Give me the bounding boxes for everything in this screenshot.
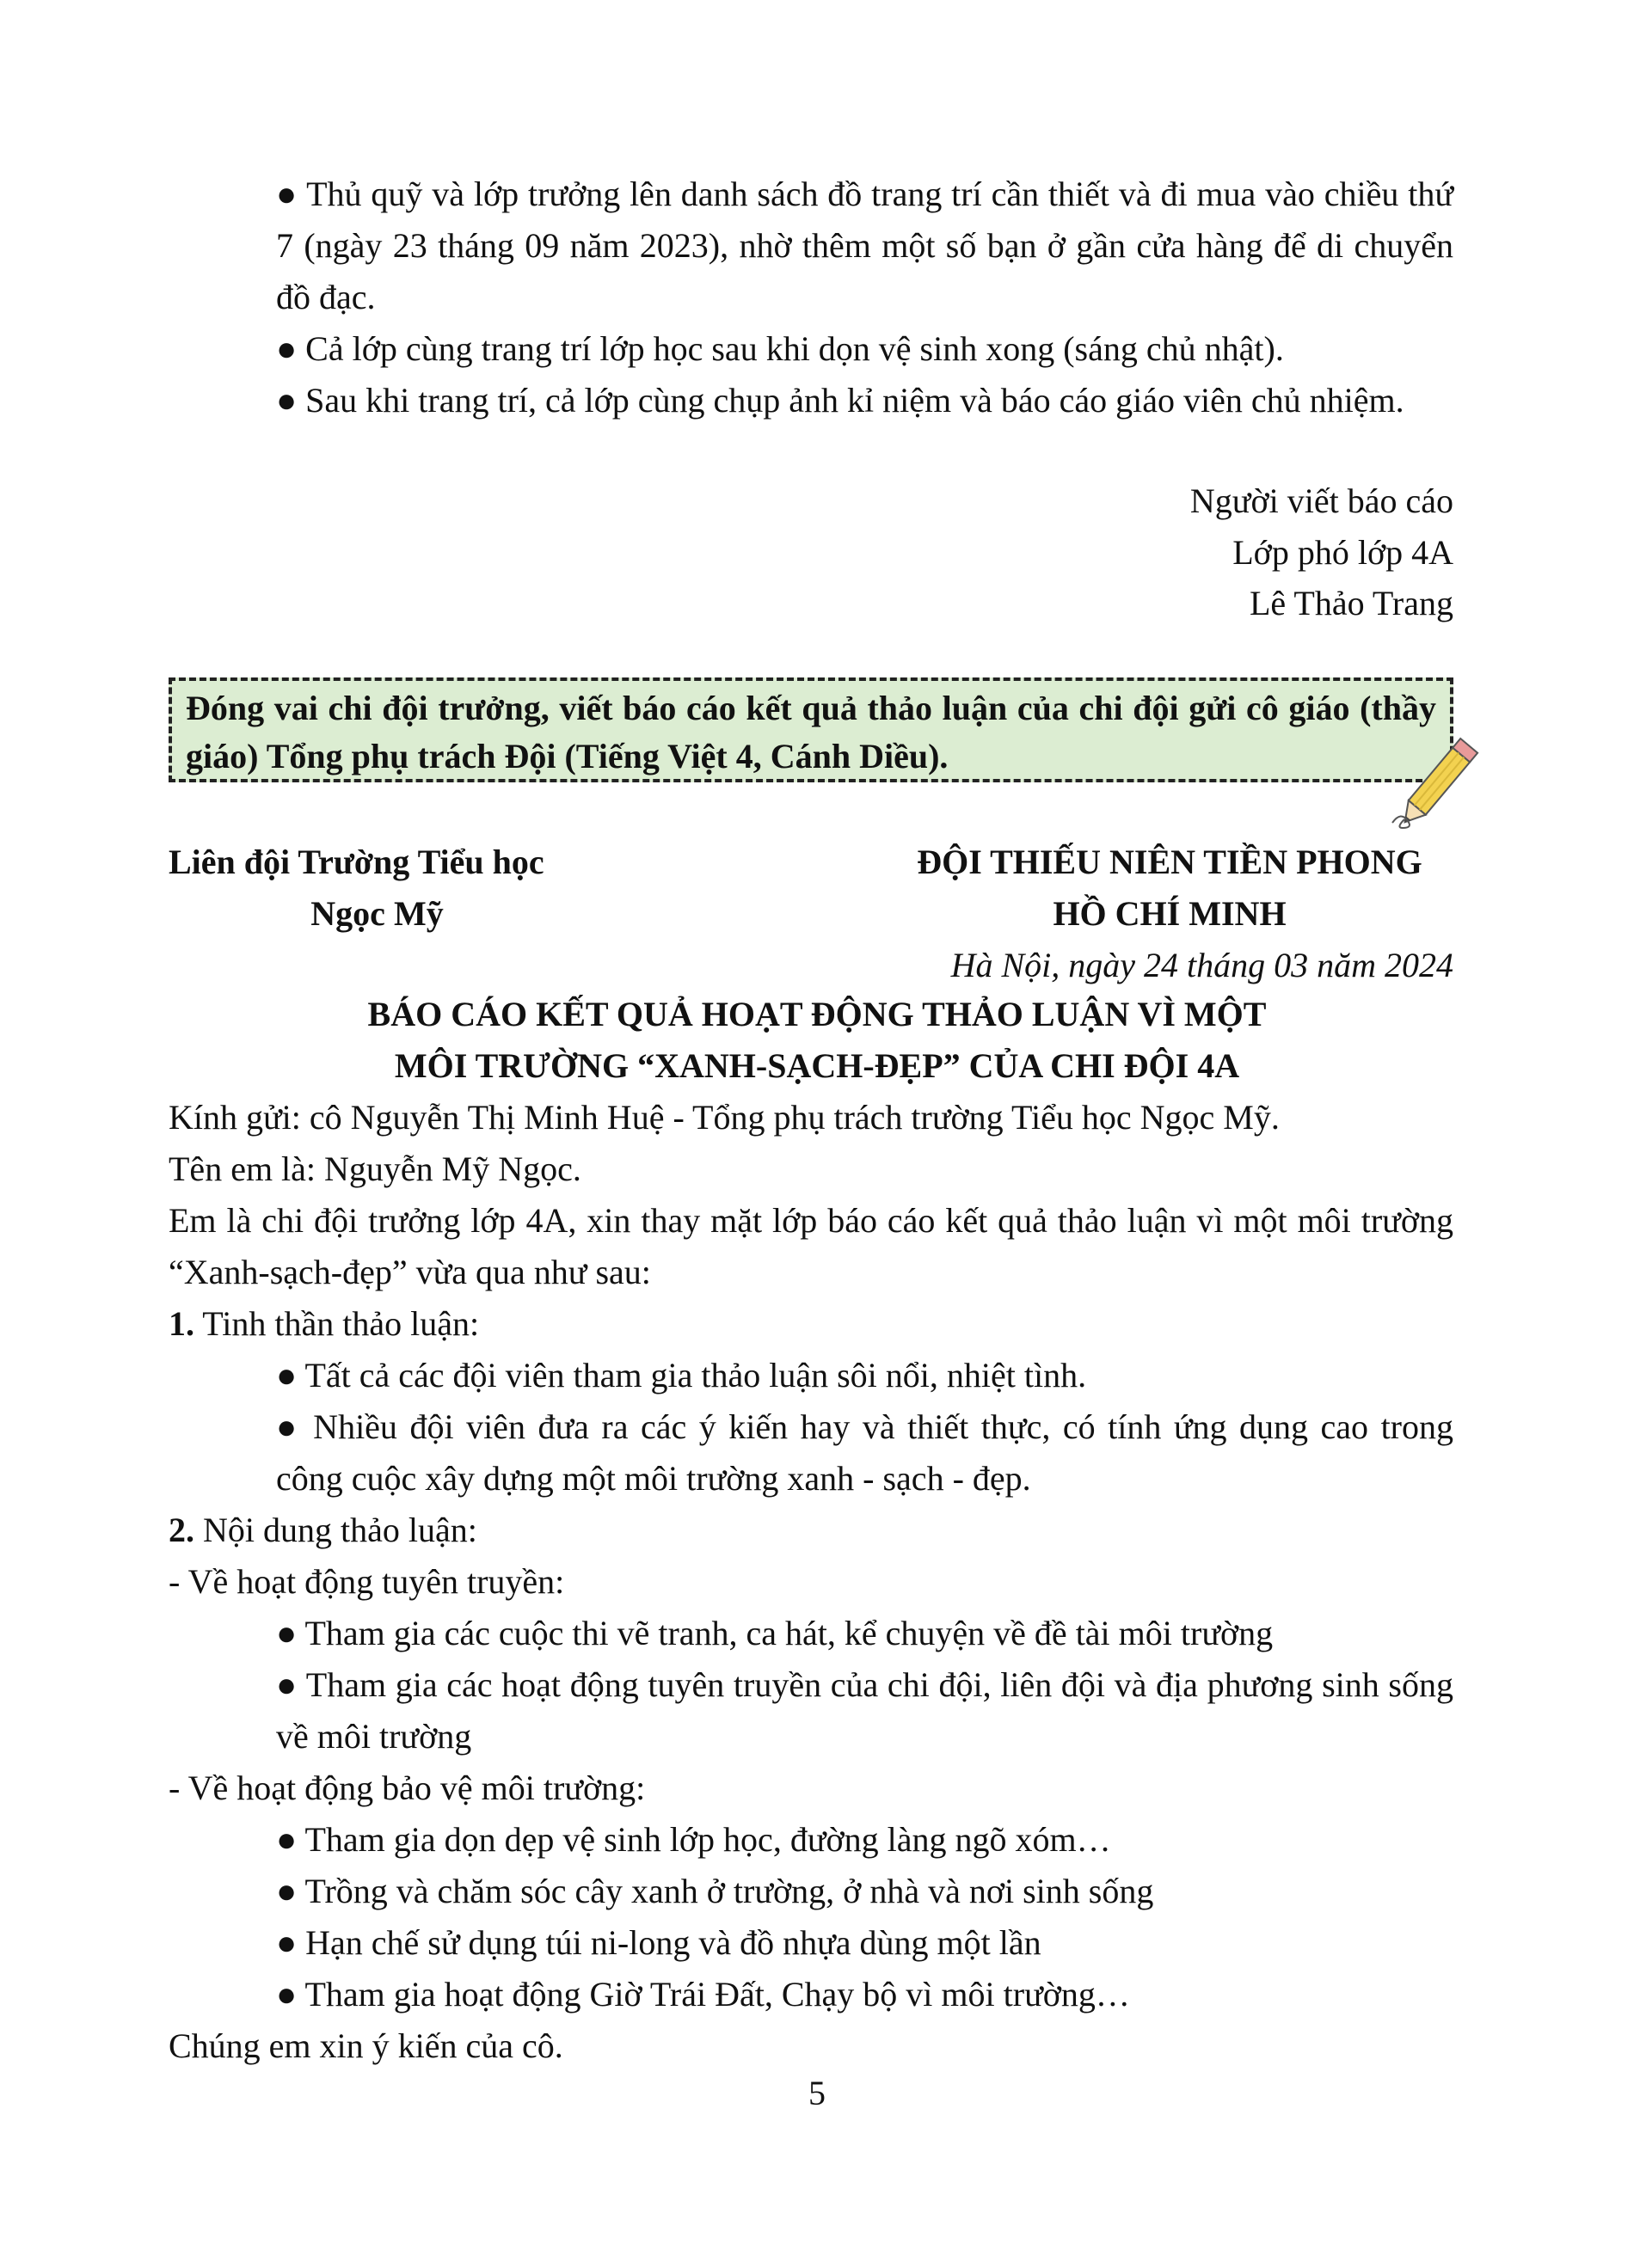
report-date: Hà Nội, ngày 24 tháng 03 năm 2024 xyxy=(950,946,1453,984)
org-name: Liên đội Trường Tiểu học xyxy=(169,843,544,881)
task-prompt-box xyxy=(169,677,1453,782)
section-title: Nội dung thảo luận: xyxy=(194,1511,477,1549)
section-heading xyxy=(169,1505,477,1556)
list-item: ● Trồng và chăm sóc cây xanh ở trường, ở nhà và nơi sinh sống xyxy=(276,1872,1154,1910)
page-number: 5 xyxy=(808,2074,826,2112)
list-item: ● Hạn chế sử dụng túi ni-long và đồ nhựa dùng một lần xyxy=(276,1923,1041,1962)
list-item: ● Tham gia các cuộc thi vẽ tranh, ca hát, kể chuyện về đề tài môi trường xyxy=(276,1614,1274,1652)
list-item: ● Cả lớp cùng trang trí lớp học sau khi dọn vệ sinh xong (sáng chủ nhật). xyxy=(276,329,1284,368)
section-number: 1. xyxy=(169,1304,194,1343)
school-name: Ngọc Mỹ xyxy=(310,894,444,933)
list-item: ● Thủ quỹ và lớp trưởng lên danh sách đồ trang trí cần thiết và đi mua vào chiều thứ 7 (ngày 23 tháng 09 năm 2023), nhờ thêm một số bạn ở gần cửa hàng để di chuyển đồ đạc. xyxy=(276,175,1453,316)
list-item: ● Tham gia dọn dẹp vệ sinh lớp học, đường làng ngõ xóm… xyxy=(276,1820,1111,1859)
closing-line: Chúng em xin ý kiến của cô. xyxy=(169,2026,563,2065)
task-prompt: Đóng vai chi đội trưởng, viết báo cáo kết quả thảo luận của chi đội gửi cô giáo (thầy giáo) Tổng phụ trách Đội (Tiếng Việt 4, Cánh Diều). xyxy=(186,689,1436,775)
section-title: Tinh thần thảo luận: xyxy=(194,1304,480,1343)
list-item: ● Tham gia các hoạt động tuyên truyền của chi đội, liên đội và địa phương sinh sống về môi trường xyxy=(276,1665,1453,1756)
list-item: ● Nhiều đội viên đưa ra các ý kiến hay và thiết thực, có tính ứng dụng cao trong công cuộc xây dựng một môi trường xanh - sạch - đẹp. xyxy=(276,1407,1453,1498)
subsection-title: - Về hoạt động tuyên truyền: xyxy=(169,1562,565,1601)
list-item: ● Tất cả các đội viên tham gia thảo luận sôi nổi, nhiệt tình. xyxy=(276,1356,1087,1395)
union-title-2: HỒ CHÍ MINH xyxy=(1053,894,1287,933)
signature-position: Lớp phó lớp 4A xyxy=(1232,533,1453,572)
report-title-2: MÔI TRƯỜNG “XANH-SẠCH-ĐẸP” CỦA CHI ĐỘI 4A xyxy=(394,1046,1240,1085)
section-heading xyxy=(169,1298,479,1350)
signature-name: Lê Thảo Trang xyxy=(1249,584,1453,622)
name-line: Tên em là: Nguyễn Mỹ Ngọc. xyxy=(169,1149,581,1188)
report-title: BÁO CÁO KẾT QUẢ HOẠT ĐỘNG THẢO LUẬN VÌ MỘT xyxy=(367,995,1267,1033)
intro-paragraph: Em là chi đội trưởng lớp 4A, xin thay mặt lớp báo cáo kết quả thảo luận vì một môi trường “Xanh-sạch-đẹp” vừa qua như sau: xyxy=(169,1201,1453,1291)
addressee: Kính gửi: cô Nguyễn Thị Minh Huệ - Tổng phụ trách trường Tiểu học Ngọc Mỹ. xyxy=(169,1098,1280,1137)
subsection-title: - Về hoạt động bảo vệ môi trường: xyxy=(169,1768,646,1807)
signature-role: Người viết báo cáo xyxy=(1189,481,1453,520)
list-item: ● Tham gia hoạt động Giờ Trái Đất, Chạy bộ vì môi trường… xyxy=(276,1975,1130,2014)
union-title: ĐỘI THIẾU NIÊN TIỀN PHONG xyxy=(917,843,1422,881)
pencil-icon xyxy=(1380,726,1501,838)
section-number: 2. xyxy=(169,1511,194,1549)
list-item: ● Sau khi trang trí, cả lớp cùng chụp ảnh kỉ niệm và báo cáo giáo viên chủ nhiệm. xyxy=(276,381,1404,420)
